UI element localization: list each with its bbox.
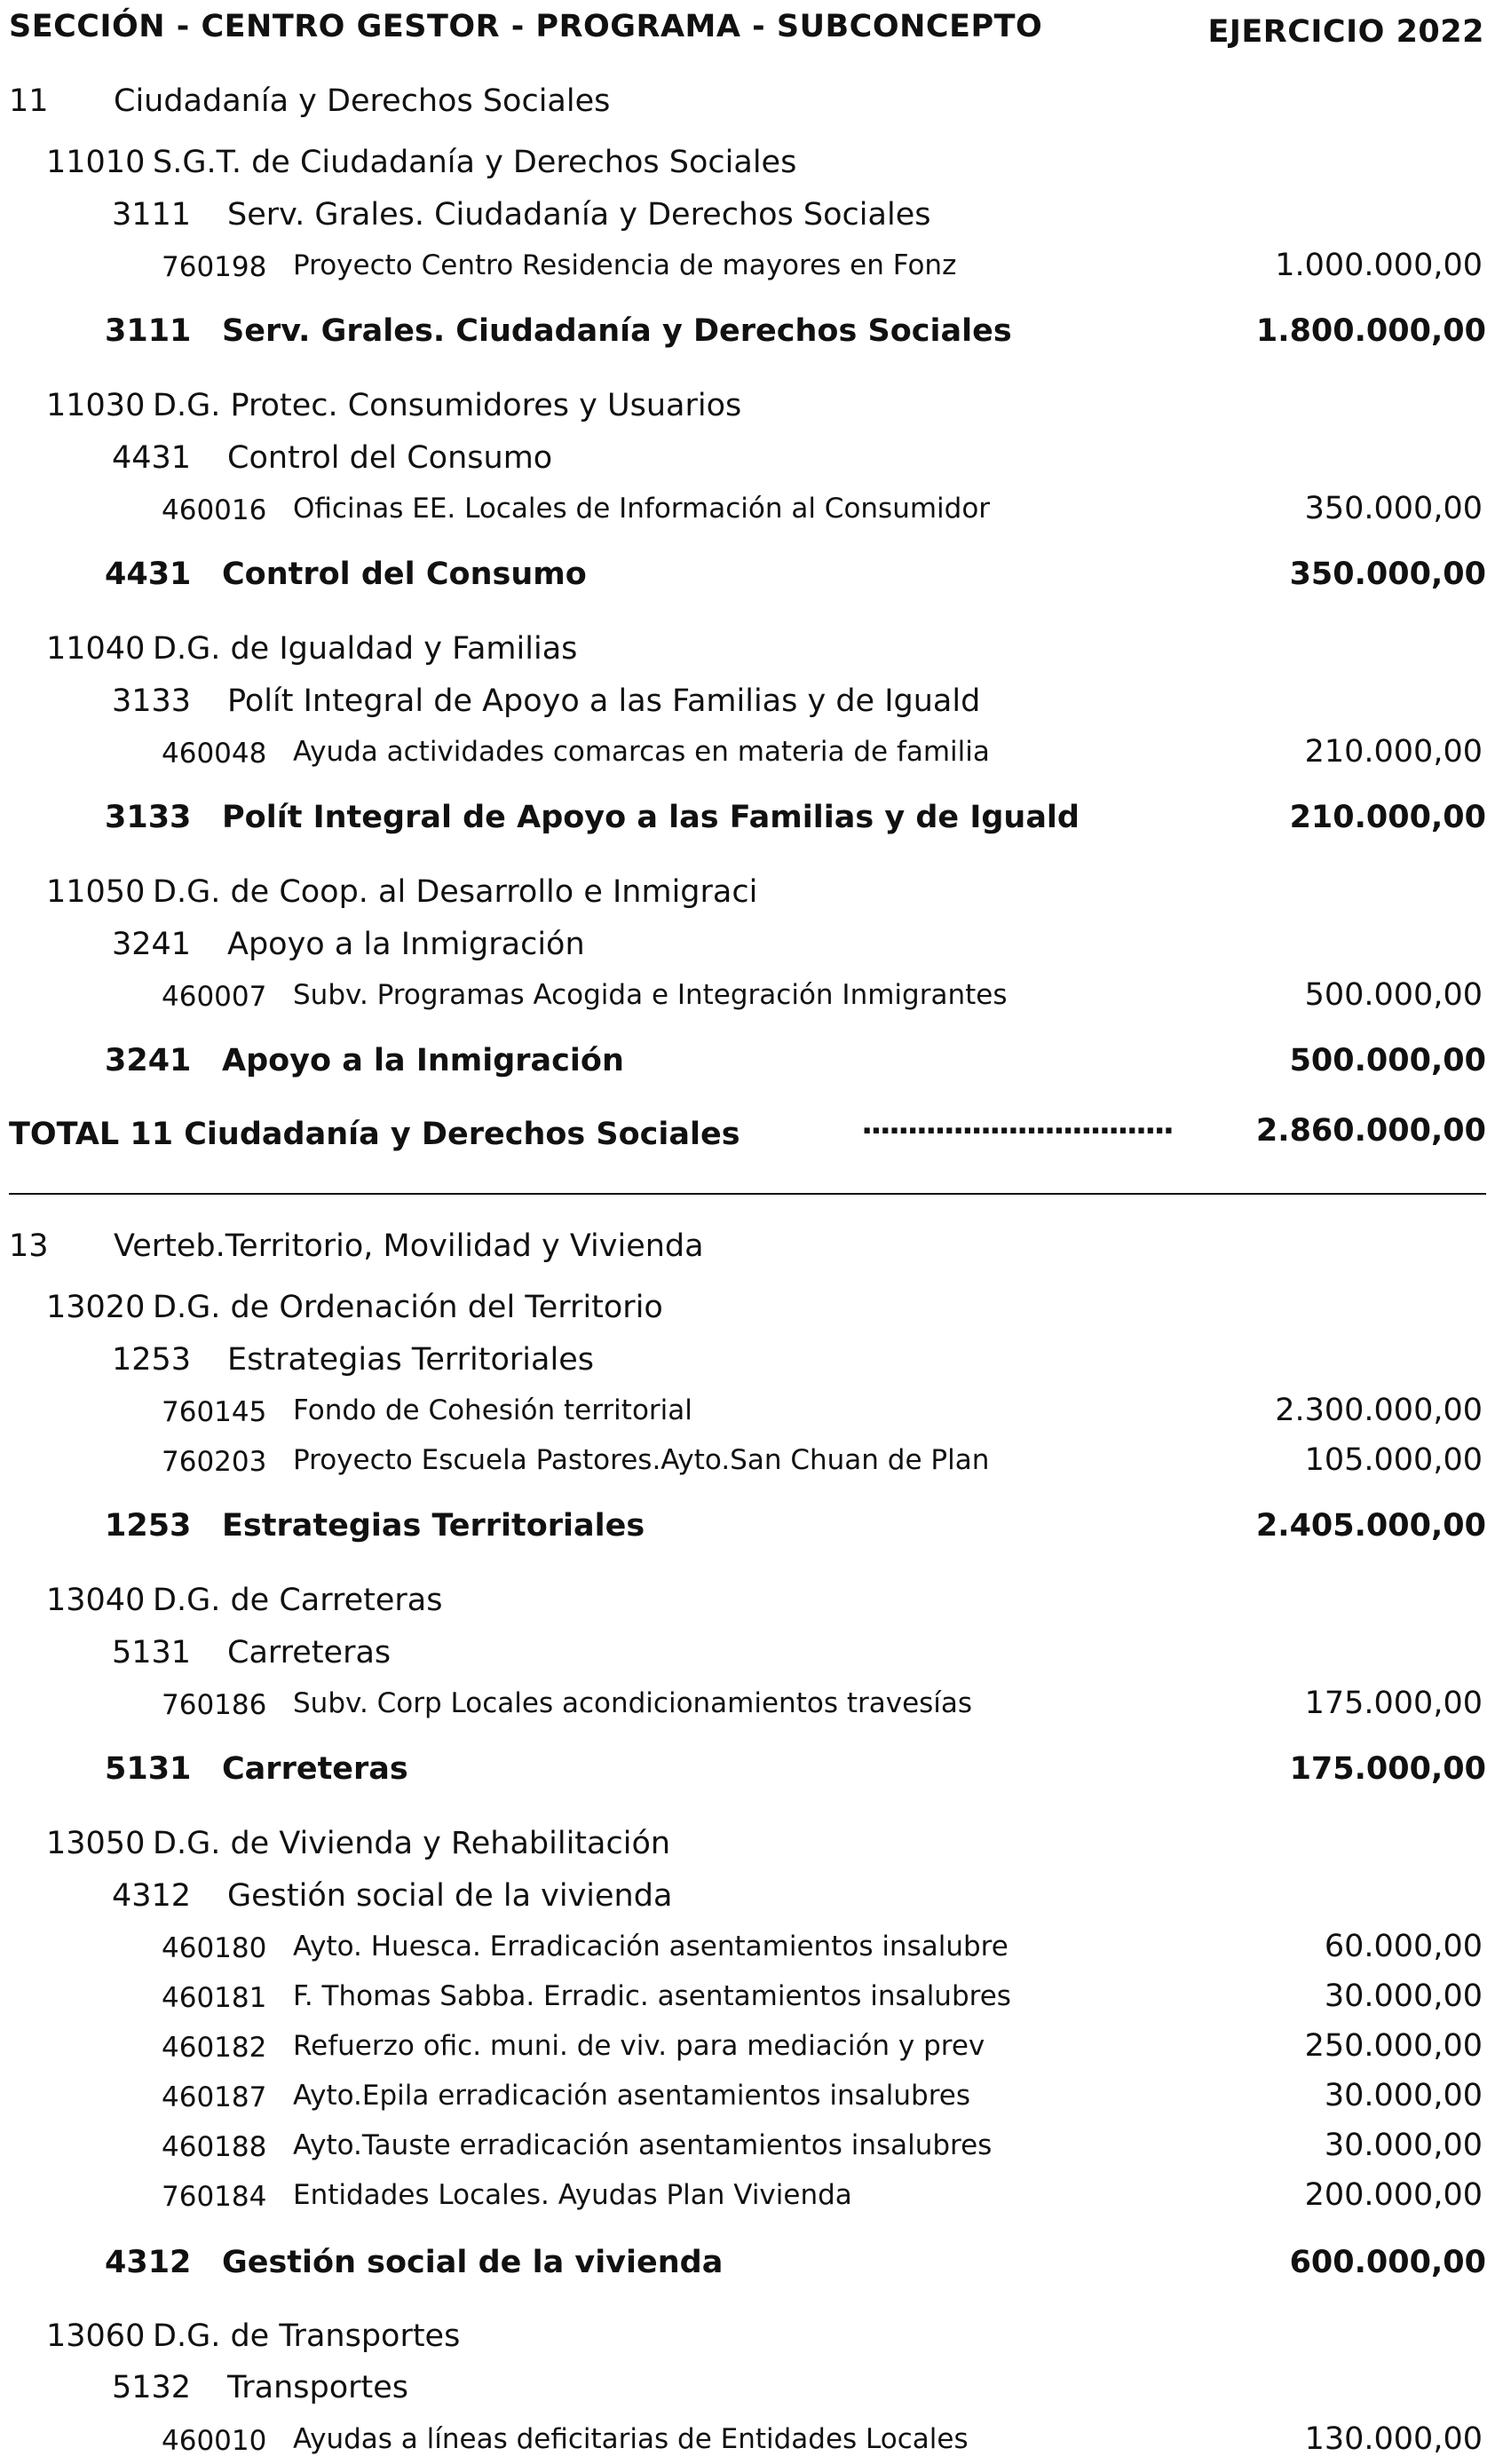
subconcepto-name: Subv. Programas Acogida e Integración Inmigrantes: [293, 979, 1008, 1011]
centro-gestor-code: 13040: [46, 1583, 146, 1618]
section-total-amount: 2.860.000,00: [1255, 1113, 1486, 1149]
programa-total-row: [0, 2239, 1495, 2284]
programa-total-row: [0, 1503, 1495, 1547]
subconcepto-code: 460048: [162, 738, 267, 770]
centro-gestor-code: 11030: [46, 388, 146, 423]
section-divider: [9, 1193, 1486, 1195]
subconcepto-name: Ayto.Tauste erradicación asentamientos insalubres: [293, 2129, 993, 2161]
subconcepto-code: 460016: [162, 494, 267, 526]
programa-total-row: [0, 551, 1495, 596]
subconcepto-code: 760203: [162, 1446, 267, 1478]
subconcepto-code: 760145: [162, 1396, 267, 1428]
subconcepto-code: 460182: [162, 2032, 267, 2064]
subconcepto-amount: 30.000,00: [1324, 1978, 1483, 2014]
subconcepto-row: [0, 729, 1495, 773]
subconcepto-amount: 210.000,00: [1304, 734, 1483, 770]
centro-gestor-name: D.G. de Coop. al Desarrollo e Inmigraci: [153, 874, 758, 910]
programa-total-amount: 210.000,00: [1289, 800, 1486, 835]
programa-total-code: 3133: [105, 800, 192, 835]
centro-gestor-row: [0, 1284, 1495, 1329]
programa-total-row: [0, 1038, 1495, 1082]
programa-row: [0, 1873, 1495, 1917]
subconcepto-amount: 500.000,00: [1304, 977, 1483, 1013]
subconcepto-code: 460181: [162, 1982, 267, 2014]
subconcepto-row: [0, 2073, 1495, 2117]
subconcepto-code: 460007: [162, 981, 267, 1013]
subconcepto-name: Subv. Corp Locales acondicionamientos travesías: [293, 1687, 973, 1719]
programa-total-name: Carreteras: [222, 1751, 408, 1787]
section-code: 13: [9, 1228, 49, 1264]
subconcepto-name: Ayudas a líneas deficitarias de Entidades Locales: [293, 2423, 969, 2455]
subconcepto-row: [0, 2122, 1495, 2167]
subconcepto-code: 760198: [162, 251, 267, 283]
programa-row: [0, 1630, 1495, 1674]
programa-name: Carreteras: [227, 1635, 392, 1670]
subconcepto-amount: 105.000,00: [1304, 1442, 1483, 1478]
subconcepto-row: [0, 2023, 1495, 2067]
subconcepto-code: 460188: [162, 2131, 267, 2163]
subconcepto-row: [0, 2416, 1495, 2460]
programa-code: 5131: [112, 1635, 192, 1670]
programa-total-row: [0, 1746, 1495, 1790]
programa-name: Polít Integral de Apoyo a las Familias y de Iguald: [227, 683, 981, 719]
subconcepto-amount: 130.000,00: [1304, 2421, 1483, 2457]
centro-gestor-row: [0, 1820, 1495, 1865]
centro-gestor-row: [0, 1577, 1495, 1622]
programa-total-code: 1253: [105, 1508, 192, 1544]
centro-gestor-code: 11010: [46, 145, 146, 180]
programa-name: Gestión social de la vivienda: [227, 1878, 673, 1914]
dot-leader: ..................................: [861, 1106, 1173, 1141]
subconcepto-row: [0, 486, 1495, 530]
programa-row: [0, 921, 1495, 966]
programa-name: Estrategias Territoriales: [227, 1342, 594, 1378]
section-total-label: TOTAL 11 Ciudadanía y Derechos Sociales: [9, 1117, 740, 1152]
programa-total-name: Polít Integral de Apoyo a las Familias y de Iguald: [222, 800, 1080, 835]
subconcepto-amount: 250.000,00: [1304, 2028, 1483, 2064]
subconcepto-row: [0, 1973, 1495, 2018]
centro-gestor-name: D.G. de Vivienda y Rehabilitación: [153, 1826, 671, 1861]
programa-total-row: [0, 794, 1495, 839]
subconcepto-name: Fondo de Cohesión territorial: [293, 1394, 692, 1426]
centro-gestor-name: D.G. de Ordenación del Territorio: [153, 1290, 663, 1325]
subconcepto-row: [0, 242, 1495, 287]
report-header: [9, 0, 1486, 62]
programa-total-amount: 175.000,00: [1289, 1751, 1486, 1787]
centro-gestor-row: [0, 869, 1495, 913]
section-row: [0, 78, 1495, 122]
centro-gestor-code: 11040: [46, 631, 146, 667]
programa-row: [0, 2365, 1495, 2409]
programa-total-amount: 500.000,00: [1289, 1043, 1486, 1078]
programa-code: 1253: [112, 1342, 192, 1378]
programa-total-name: Estrategias Territoriales: [222, 1508, 645, 1544]
section-name: Ciudadanía y Derechos Sociales: [114, 83, 611, 119]
subconcepto-code: 760186: [162, 1689, 267, 1721]
programa-name: Control del Consumo: [227, 440, 553, 476]
subconcepto-amount: 60.000,00: [1324, 1929, 1483, 1964]
programa-code: 4312: [112, 1878, 192, 1914]
centro-gestor-name: D.G. de Transportes: [153, 2318, 461, 2354]
programa-total-code: 4312: [105, 2245, 192, 2280]
subconcepto-name: Entidades Locales. Ayudas Plan Vivienda: [293, 2179, 852, 2211]
subconcepto-amount: 350.000,00: [1304, 491, 1483, 526]
subconcepto-name: Refuerzo ofic. muni. de viv. para mediación y prev: [293, 2030, 985, 2062]
programa-total-amount: 1.800.000,00: [1255, 313, 1486, 349]
centro-gestor-name: D.G. Protec. Consumidores y Usuarios: [153, 388, 742, 423]
header-columns-title: SECCIÓN - CENTRO GESTOR - PROGRAMA - SUBCONCEPTO: [9, 9, 1043, 44]
subconcepto-code: 460187: [162, 2081, 267, 2113]
subconcepto-row: [0, 2172, 1495, 2216]
section-row: [0, 1223, 1495, 1268]
centro-gestor-code: 13020: [46, 1290, 146, 1325]
centro-gestor-code: 11050: [46, 874, 146, 910]
subconcepto-code: 460010: [162, 2425, 267, 2457]
programa-total-amount: 600.000,00: [1289, 2245, 1486, 2280]
section-grand-total-row: [0, 1108, 1495, 1152]
centro-gestor-row: [0, 2313, 1495, 2357]
subconcepto-row: [0, 1387, 1495, 1432]
subconcepto-row: [0, 1923, 1495, 1968]
centro-gestor-name: D.G. de Carreteras: [153, 1583, 443, 1618]
programa-code: 3111: [112, 197, 192, 233]
centro-gestor-row: [0, 139, 1495, 184]
programa-name: Apoyo a la Inmigración: [227, 927, 585, 962]
programa-row: [0, 192, 1495, 236]
subconcepto-amount: 200.000,00: [1304, 2177, 1483, 2213]
centro-gestor-row: [0, 383, 1495, 427]
subconcepto-row: [0, 972, 1495, 1016]
subconcepto-name: Oficinas EE. Locales de Información al Consumidor: [293, 493, 991, 525]
programa-code: 3133: [112, 683, 192, 719]
subconcepto-amount: 2.300.000,00: [1275, 1393, 1483, 1428]
centro-gestor-code: 13060: [46, 2318, 146, 2354]
programa-code: 3241: [112, 927, 192, 962]
subconcepto-name: Ayto.Epila erradicación asentamientos insalubres: [293, 2080, 970, 2112]
programa-name: Serv. Grales. Ciudadanía y Derechos Sociales: [227, 197, 931, 233]
programa-row: [0, 678, 1495, 723]
programa-total-amount: 350.000,00: [1289, 557, 1486, 592]
programa-name: Transportes: [227, 2370, 409, 2405]
subconcepto-name: Ayuda actividades comarcas en materia de familia: [293, 736, 990, 768]
subconcepto-amount: 175.000,00: [1304, 1686, 1483, 1721]
programa-code: 4431: [112, 440, 192, 476]
centro-gestor-name: D.G. de Igualdad y Familias: [153, 631, 578, 667]
centro-gestor-row: [0, 626, 1495, 670]
subconcepto-amount: 30.000,00: [1324, 2078, 1483, 2113]
programa-total-name: Serv. Grales. Ciudadanía y Derechos Sociales: [222, 313, 1012, 349]
subconcepto-row: [0, 1437, 1495, 1481]
subconcepto-code: 760184: [162, 2181, 267, 2213]
subconcepto-amount: 1.000.000,00: [1275, 248, 1483, 283]
programa-total-name: Control del Consumo: [222, 557, 587, 592]
programa-total-code: 5131: [105, 1751, 192, 1787]
programa-code: 5132: [112, 2370, 192, 2405]
subconcepto-name: F. Thomas Sabba. Erradic. asentamientos insalubres: [293, 1980, 1011, 2012]
subconcepto-name: Proyecto Centro Residencia de mayores en Fonz: [293, 249, 957, 281]
subconcepto-amount: 30.000,00: [1324, 2128, 1483, 2163]
programa-total-code: 3111: [105, 313, 192, 349]
programa-row: [0, 435, 1495, 479]
programa-total-code: 3241: [105, 1043, 192, 1078]
subconcepto-code: 460180: [162, 1932, 267, 1964]
section-code: 11: [9, 83, 49, 119]
subconcepto-row: [0, 1680, 1495, 1725]
programa-total-row: [0, 308, 1495, 352]
centro-gestor-name: S.G.T. de Ciudadanía y Derechos Sociales: [153, 145, 797, 180]
section-name: Verteb.Territorio, Movilidad y Vivienda: [114, 1228, 704, 1264]
programa-total-code: 4431: [105, 557, 192, 592]
header-fiscal-year: EJERCICIO 2022: [1207, 14, 1484, 50]
subconcepto-name: Proyecto Escuela Pastores.Ayto.San Chuan de Plan: [293, 1444, 990, 1476]
programa-row: [0, 1337, 1495, 1381]
programa-total-name: Gestión social de la vivienda: [222, 2245, 724, 2280]
centro-gestor-code: 13050: [46, 1826, 146, 1861]
subconcepto-name: Ayto. Huesca. Erradicación asentamientos insalubre: [293, 1931, 1009, 1963]
programa-total-name: Apoyo a la Inmigración: [222, 1043, 624, 1078]
programa-total-amount: 2.405.000,00: [1255, 1508, 1486, 1544]
